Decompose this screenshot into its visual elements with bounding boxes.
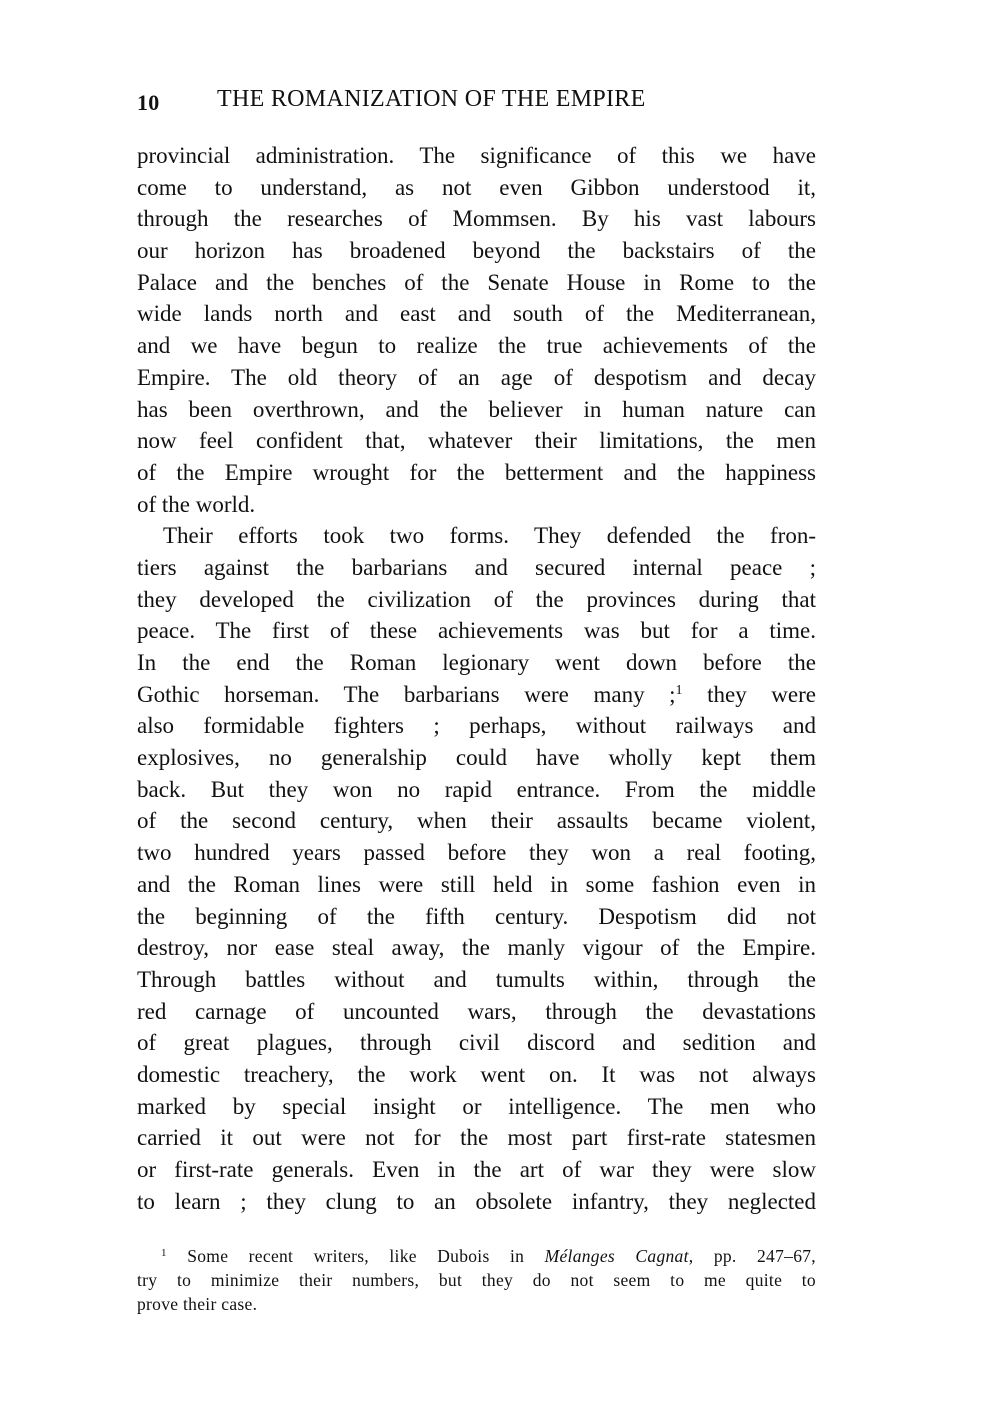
text-line: Empire. The old theory of an age of despotism and decay [137, 364, 816, 390]
text-line: explosives, no generalship could have wholly kept them [137, 745, 816, 771]
footnote-line: prove their case. [137, 1294, 258, 1314]
footnotes [137, 1244, 816, 1316]
text-line: and we have begun to realize the true achievements of the [137, 333, 816, 359]
text-line: of the Empire wrought for the betterment and the happiness [137, 459, 816, 485]
text-line: come to understand, as not even Gibbon understood it, [137, 174, 816, 200]
footnote-marker: 1 [161, 1247, 167, 1259]
text-line: Through battles without and tumults within, through the [137, 966, 816, 992]
text-line: the beginning of the fifth century. Despotism did not [137, 903, 816, 929]
text-line: peace. The first of these achievements was but for a time. [137, 618, 816, 644]
paragraph-end-line: of the world. [137, 491, 256, 517]
text-line: marked by special insight or intelligence. The men who [137, 1093, 816, 1119]
text-line: carried it out were not for the most part first-rate statesmen [137, 1125, 816, 1151]
text-line-with-footnote [137, 679, 816, 711]
text-segment: Gothic horseman. The barbarians were many ; [137, 681, 676, 707]
text-line: red carnage of uncounted wars, through the devastations [137, 998, 816, 1024]
footnote-line: try to minimize their numbers, but they do not seem to me quite to [137, 1270, 816, 1290]
text-line: domestic treachery, the work went on. It was not always [137, 1061, 816, 1087]
text-line: two hundred years passed before they won a real footing, [137, 840, 816, 866]
paragraph-start-line: Their efforts took two forms. They defended the fron- [163, 523, 816, 549]
running-head [137, 86, 817, 122]
text-line: also formidable fighters ; perhaps, without railways and [137, 713, 816, 739]
text-line: and the Roman lines were still held in some fashion even in [137, 871, 816, 897]
footnote-line [137, 1244, 816, 1268]
text-line: to learn ; they clung to an obsolete infantry, they neglected [137, 1188, 816, 1214]
text-line: through the researches of Mommsen. By his vast labours [137, 206, 816, 232]
text-line: now feel confident that, whatever their limitations, the men [137, 428, 816, 454]
footnote-text: , pp. 247–67, [688, 1246, 816, 1266]
page-number: 10 [137, 90, 160, 115]
text-segment: they were [682, 681, 816, 707]
text-line: provincial administration. The significance of this we have [137, 143, 816, 168]
text-line: In the end the Roman legionary went down before the [137, 650, 816, 675]
cited-work-title: Mélanges Cagnat [544, 1246, 689, 1266]
text-line: of great plagues, through civil discord and sedition and [137, 1030, 816, 1056]
text-line: wide lands north and east and south of the Mediterranean, [137, 301, 816, 327]
text-line: back. But they won no rapid entrance. From the middle [137, 776, 816, 802]
text-line: Palace and the benches of the Senate House in Rome to the [137, 269, 816, 295]
running-title: THE ROMANIZATION OF THE EMPIRE [217, 86, 646, 112]
text-line: has been overthrown, and the believer in human nature can [137, 396, 816, 422]
text-line: they developed the civilization of the provinces during that [137, 586, 816, 612]
footnote-reference[interactable]: 1 [675, 682, 683, 698]
text-line: destroy, nor ease steal away, the manly vigour of the Empire. [137, 935, 816, 961]
body-text [137, 140, 816, 1217]
text-line: or first-rate generals. Even in the art of war they were slow [137, 1157, 816, 1182]
text-line: our horizon has broadened beyond the backstairs of the [137, 238, 816, 264]
footnote-text: Some recent writers, like Dubois in [187, 1246, 545, 1266]
text-line: of the second century, when their assaults became violent, [137, 808, 816, 834]
text-line: tiers against the barbarians and secured internal peace ; [137, 554, 816, 580]
